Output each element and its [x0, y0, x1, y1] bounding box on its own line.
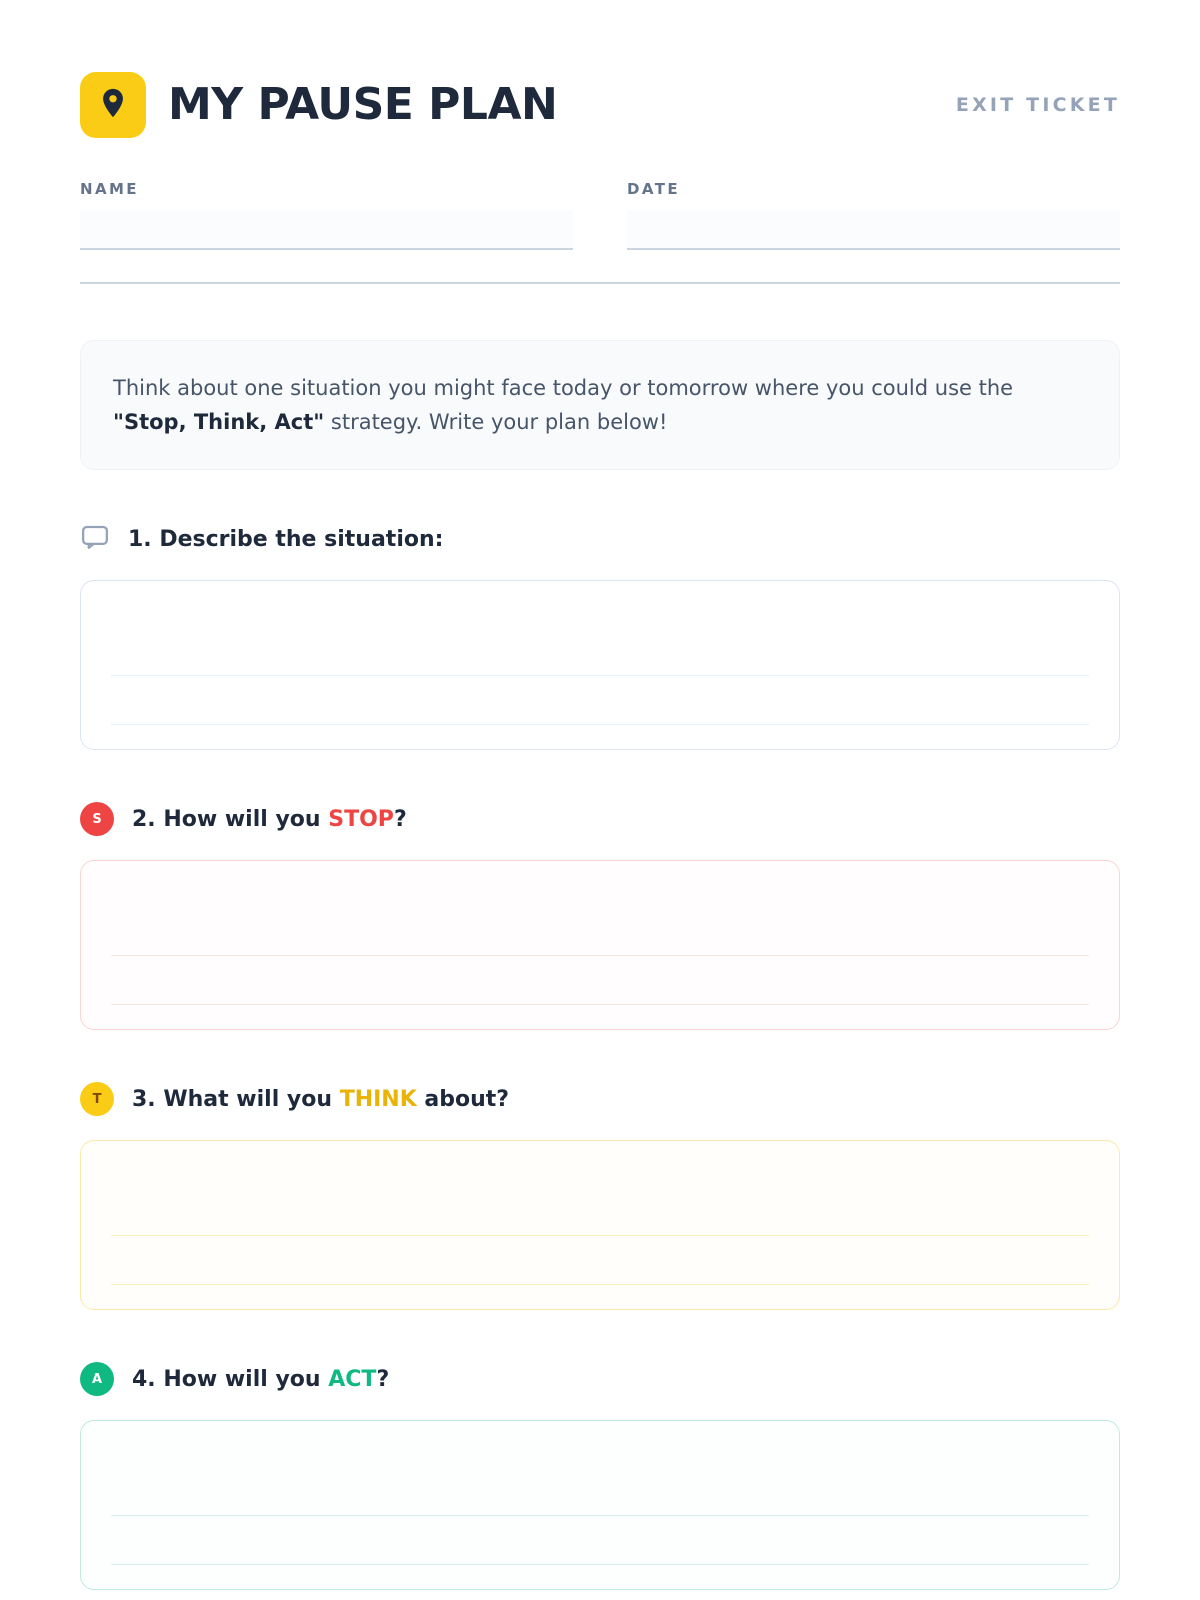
question-1-text: Describe the situation: [159, 526, 444, 552]
question-1 [80, 522, 1120, 750]
question-1-head [80, 522, 1120, 556]
question-3-keyword: THINK [339, 1086, 417, 1112]
question-1-answer-box[interactable] [80, 580, 1120, 750]
name-date-fields [80, 180, 1120, 250]
question-2-label [132, 807, 407, 832]
date-field-group [627, 180, 1120, 250]
prompt-card [80, 340, 1120, 470]
question-2 [80, 802, 1120, 1030]
question-2-number: 2. [132, 806, 156, 832]
logo-badge [80, 72, 146, 138]
name-label: NAME [80, 180, 139, 198]
question-2-keyword: STOP [328, 806, 394, 832]
question-2-head [80, 802, 1120, 836]
exit-ticket-label: EXIT TICKET [955, 94, 1120, 116]
prompt-text-part2: strategy. Write your plan below! [324, 410, 668, 435]
question-4-keyword: ACT [328, 1366, 377, 1392]
name-field-group [80, 180, 573, 250]
location-pin-icon [96, 86, 130, 124]
question-2-rule-lines [111, 861, 1089, 1029]
act-badge-icon: A [80, 1362, 114, 1396]
question-2-text-before: How will you [163, 806, 329, 832]
question-4-head [80, 1362, 1120, 1396]
question-3-text-after: about? [416, 1086, 510, 1112]
header-divider [80, 282, 1120, 284]
brand [80, 72, 557, 138]
stop-badge-icon: S [80, 802, 114, 836]
name-input-wrapper[interactable] [80, 210, 573, 250]
question-4-answer-box[interactable] [80, 1420, 1120, 1590]
question-4-text-after: ? [376, 1366, 390, 1392]
question-4-label [132, 1367, 389, 1392]
question-3-rule-lines [111, 1141, 1089, 1309]
date-input[interactable] [627, 210, 1120, 250]
question-4 [80, 1362, 1120, 1590]
prompt-strategy: "Stop, Think, Act" [113, 410, 325, 435]
date-input-wrapper[interactable] [627, 210, 1120, 250]
date-label: DATE [627, 180, 680, 198]
question-4-text-before: How will you [163, 1366, 329, 1392]
page-title: MY PAUSE PLAN [168, 79, 558, 130]
question-2-text-after: ? [393, 806, 407, 832]
question-3-label [132, 1087, 509, 1112]
question-3 [80, 1082, 1120, 1310]
question-3-answer-box[interactable] [80, 1140, 1120, 1310]
question-2-answer-box[interactable] [80, 860, 1120, 1030]
question-4-number: 4. [132, 1366, 156, 1392]
header [80, 60, 1120, 138]
question-1-rule-lines [111, 581, 1089, 749]
name-input[interactable] [80, 210, 573, 250]
speech-bubble-icon [80, 522, 110, 556]
question-3-head [80, 1082, 1120, 1116]
think-badge-icon: T [80, 1082, 114, 1116]
question-3-text-before: What will you [163, 1086, 340, 1112]
question-1-label [128, 527, 443, 552]
prompt-text-part1: Think about one situation you might face today or tomorrow where you could use the [113, 376, 1014, 400]
question-1-number: 1. [128, 526, 152, 552]
question-4-rule-lines [111, 1421, 1089, 1589]
question-3-number: 3. [132, 1086, 156, 1112]
